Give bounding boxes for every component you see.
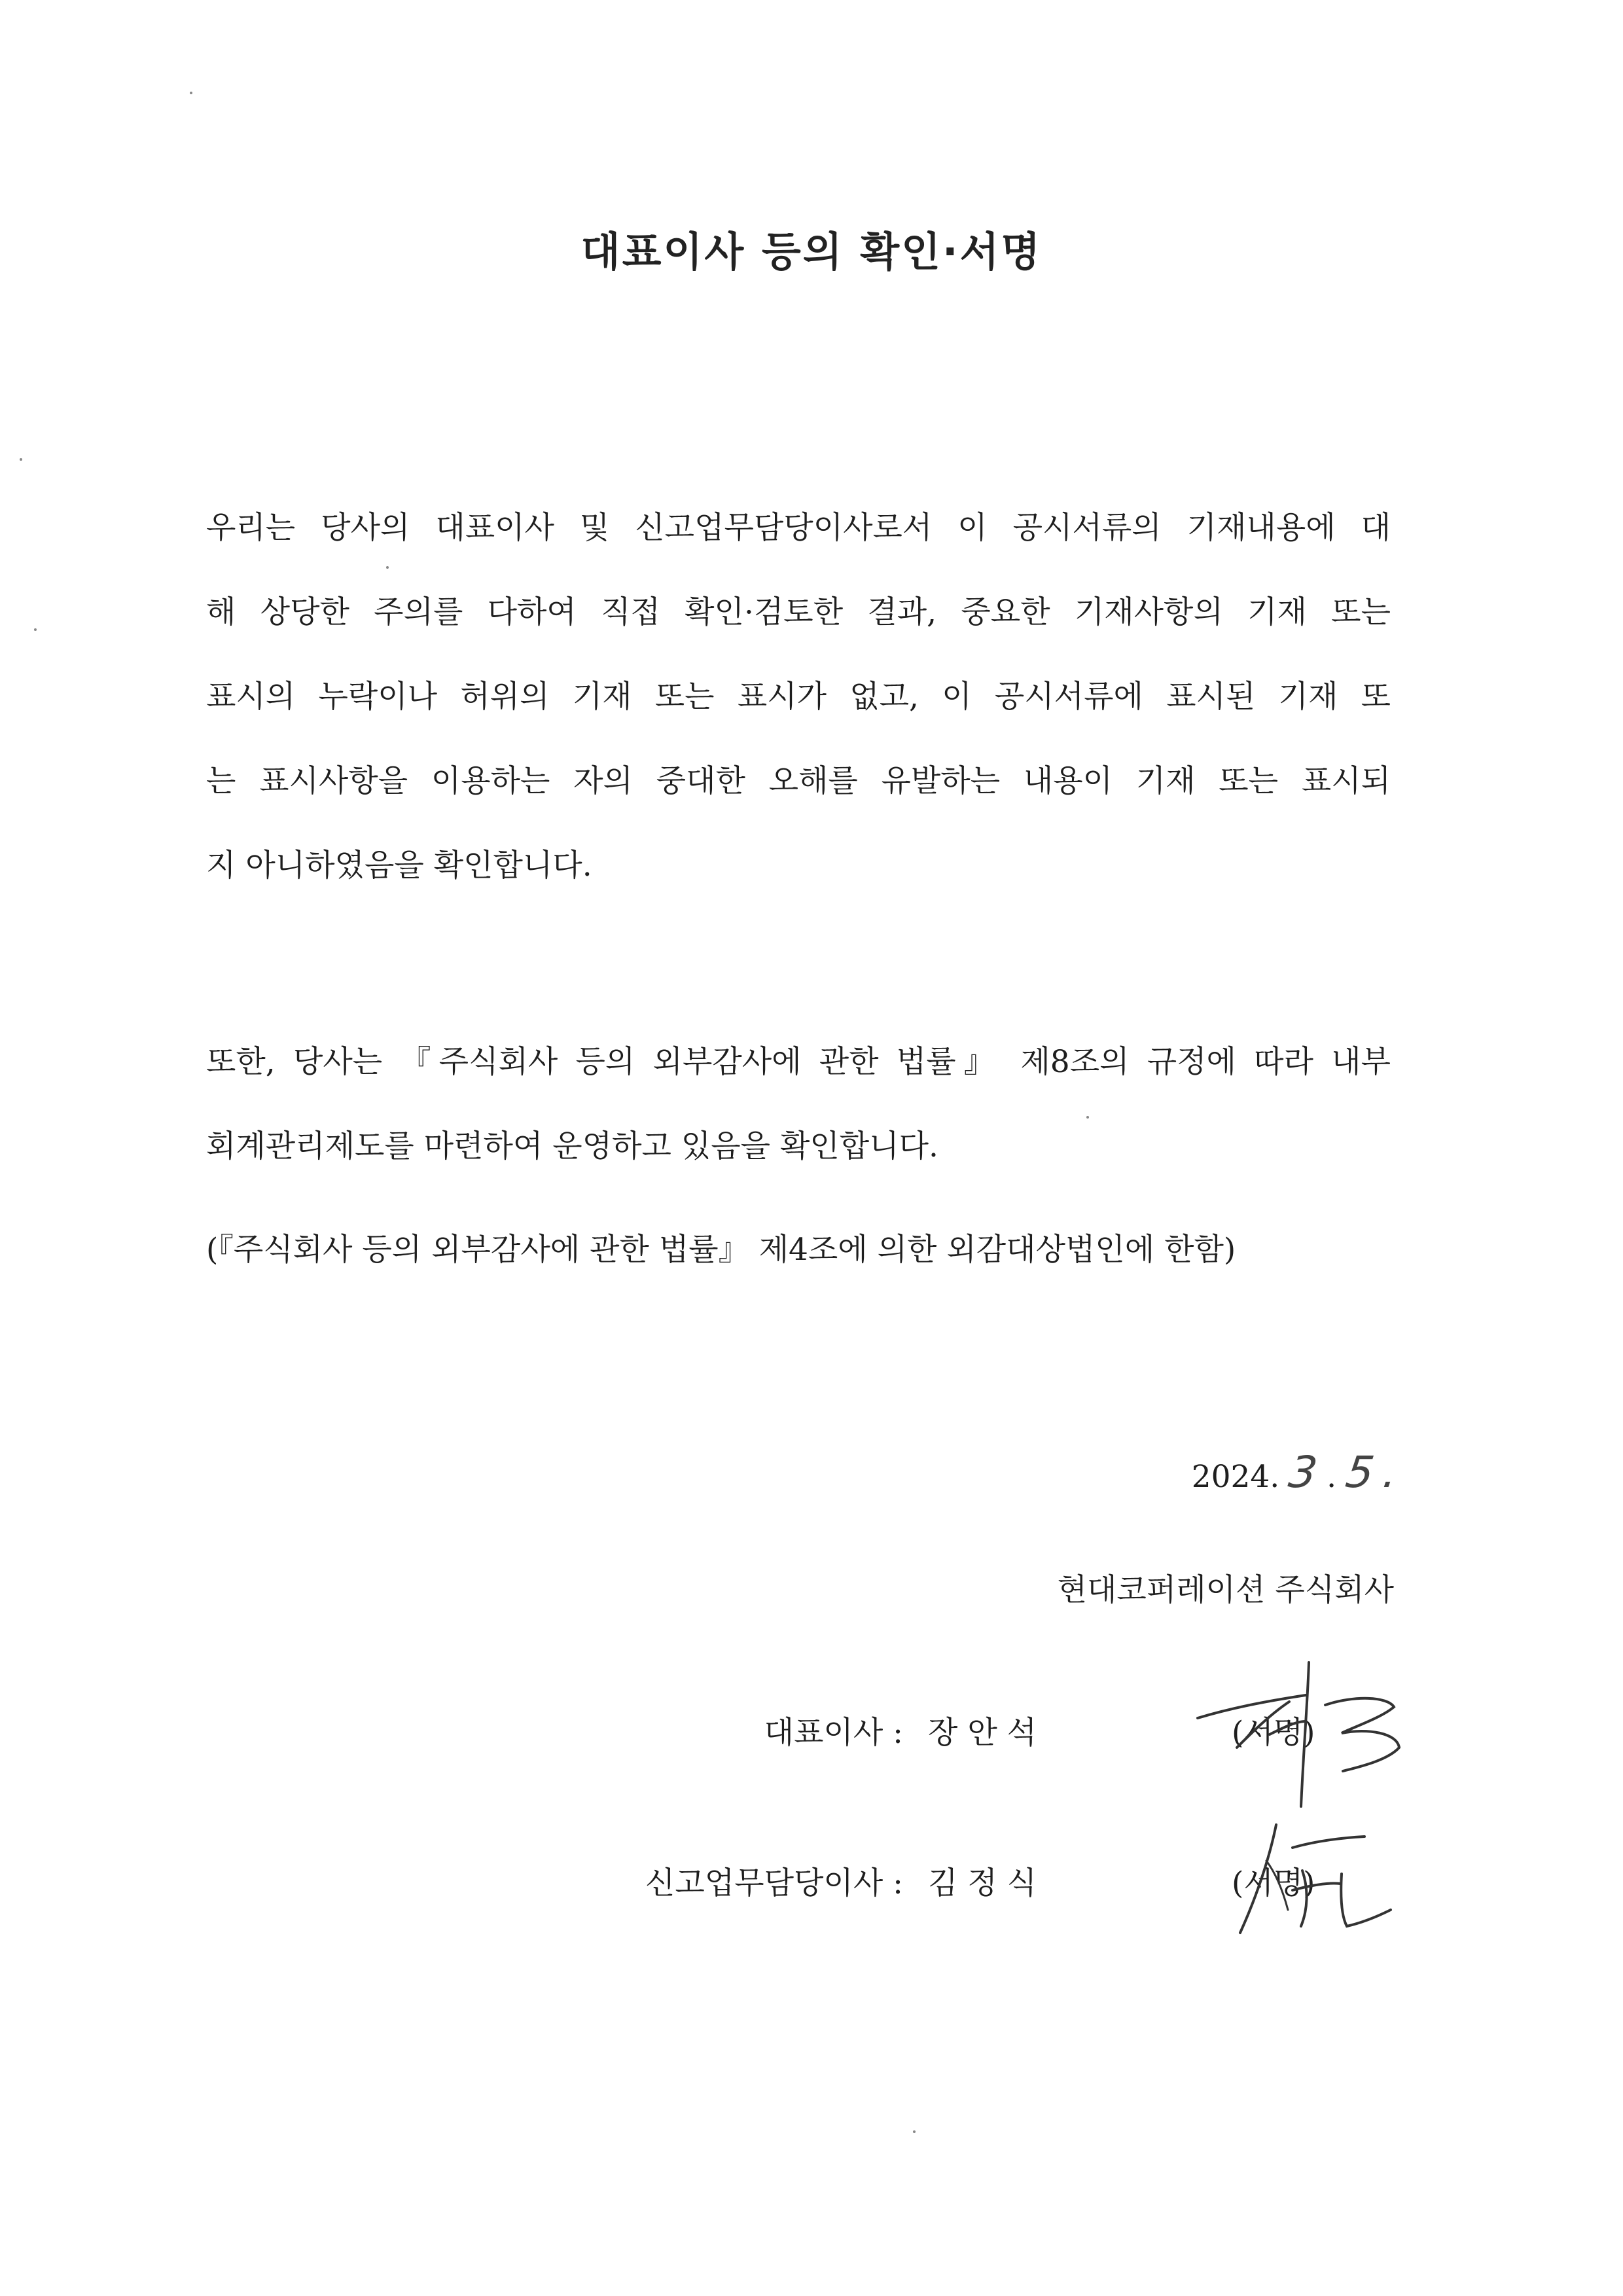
paragraph-line: 표시의 누락이나 허위의 기재 또는 표시가 없고, 이 공시서류에 표시된 기재 또	[206, 679, 1391, 715]
date-month-handwritten: 3	[1285, 1447, 1321, 1498]
paragraph-line: 회계관리제도를 마련하여 운영하고 있음을 확인합니다.	[206, 1128, 938, 1164]
signing-date	[1191, 1446, 1401, 1503]
signer-name: 김 정 식	[928, 1865, 1037, 1901]
paragraph-line: 지 아니하였음을 확인합니다.	[206, 848, 592, 884]
signer-role: 대표이사 :	[764, 1715, 903, 1751]
date-year: 2024.	[1191, 1459, 1280, 1495]
date-separator: .	[1327, 1459, 1337, 1495]
company-name: 현대코퍼레이션 주식회사	[1057, 1572, 1394, 1608]
signature-label: (서명)	[1232, 1715, 1315, 1751]
reporting-officer-handwritten-signature	[1230, 1812, 1400, 1943]
signer-role: 신고업무담당이사 :	[645, 1865, 903, 1901]
reporting-officer-signature-row	[0, 1857, 1623, 1962]
ceo-handwritten-signature	[1191, 1656, 1407, 1813]
internal-control-paragraph	[206, 1020, 1391, 1189]
confirmation-paragraph	[206, 486, 1391, 908]
paragraph-line: 우리는 당사의 대표이사 및 신고업무담당이사로서 이 공시서류의 기재내용에 대	[206, 510, 1391, 546]
applicability-note: (『주식회사 등의 외부감사에 관한 법률』 제4조에 의한 외감대상법인에 한함)	[206, 1232, 1236, 1268]
signer-name: 장 안 석	[928, 1715, 1037, 1751]
ceo-signature-row	[0, 1707, 1623, 1812]
signature-label: (서명)	[1232, 1865, 1315, 1901]
paragraph-line: 는 표시사항을 이용하는 자의 중대한 오해를 유발하는 내용이 기재 또는 표시되	[206, 763, 1391, 799]
paragraph-line: 또한, 당사는 『주식회사 등의 외부감사에 관한 법률』 제8조의 규정에 따라 내부	[206, 1044, 1391, 1080]
date-end-mark: .	[1380, 1447, 1401, 1498]
document-title: 대표이사 등의 확인·서명	[580, 228, 1043, 276]
date-day-handwritten: 5	[1342, 1447, 1378, 1498]
paragraph-line: 해 상당한 주의를 다하여 직접 확인·검토한 결과, 중요한 기재사항의 기재 또는	[206, 594, 1391, 630]
